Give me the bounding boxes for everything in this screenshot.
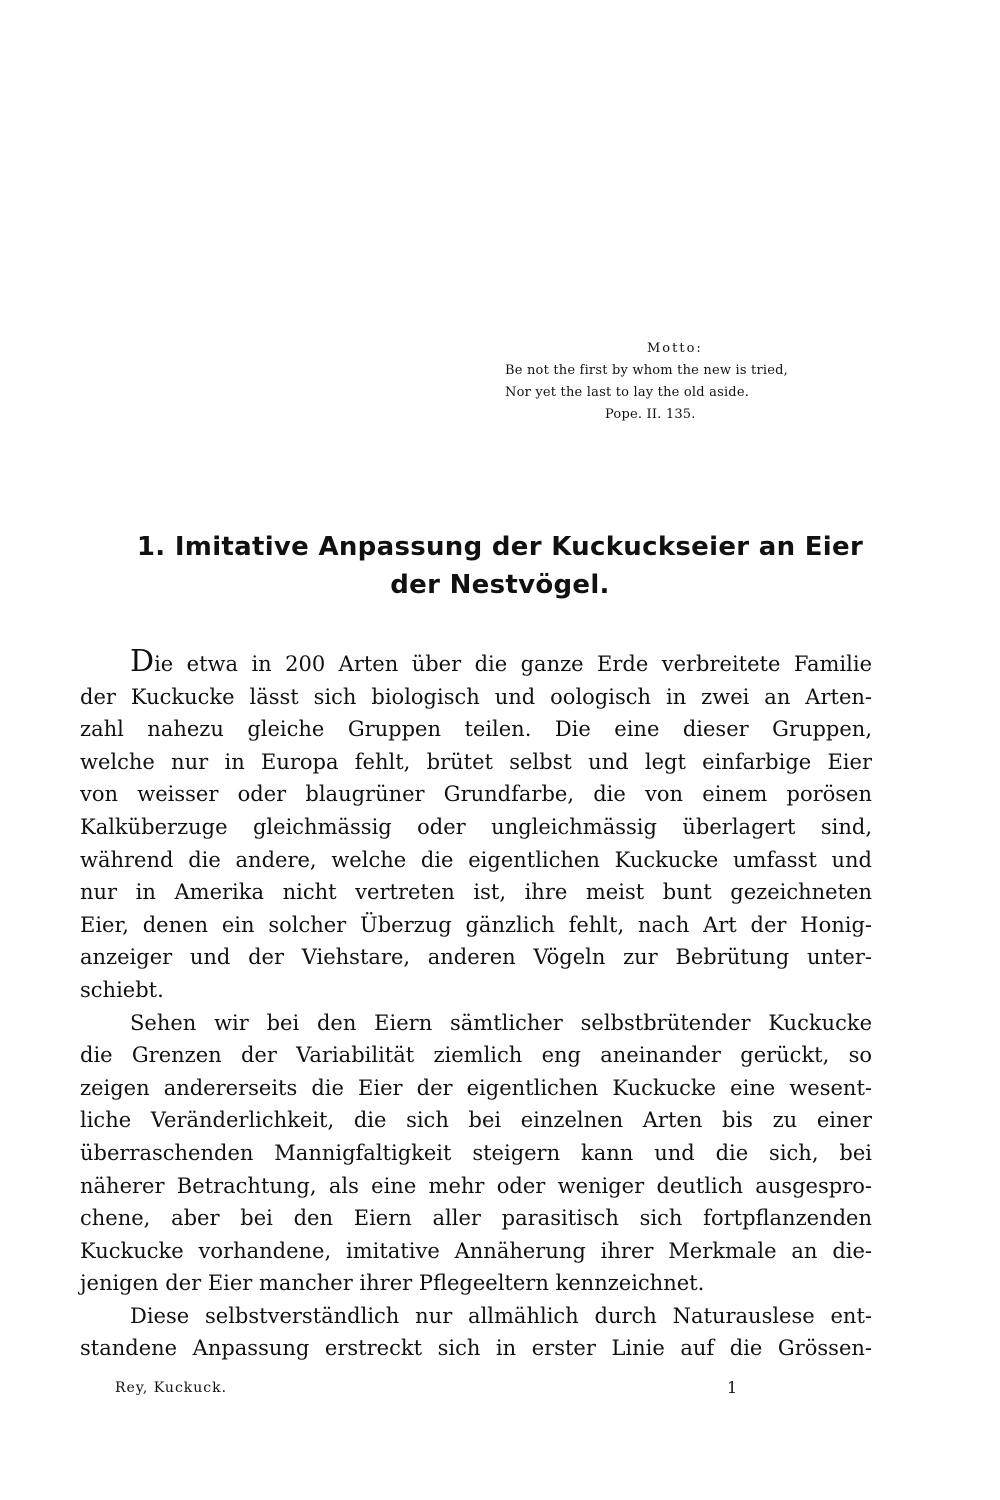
text-line-content: ie etwa in 200 Arten über die ganze Erde verbreitete Familie [154,652,872,676]
text-line [80,644,872,681]
motto-block [505,338,875,426]
text-line: schiebt. [80,977,164,1002]
text-line: jenigen der Eier mancher ihrer Pflegeeltern kennzeichnet. [80,1271,705,1296]
text-line: nur in Amerika nicht vertreten ist, ihre meist bunt gezeichneten [80,880,872,905]
paragraph-1 [80,644,872,1007]
text-line: Diese selbstverständlich nur allmählich durch Naturauslese ent- [130,1303,872,1328]
body-text [80,644,872,1365]
text-line: näherer Betrachtung, als eine mehr oder weniger deutlich ausgespro- [80,1173,872,1198]
drop-cap: D [130,644,155,679]
text-line: Eier, denen ein solcher Überzug gänzlich fehlt, nach Art der Honig- [80,912,872,937]
text-line: die Grenzen der Variabilität ziemlich eng aneinander gerückt, so [80,1043,872,1068]
motto-source: Pope. II. 135. [605,407,696,422]
section-heading [80,528,920,604]
motto-line-1: Be not the first by whom the new is tried, [505,363,789,378]
text-line: chene, aber bei den Eiern aller parasitisch sich fortpflanzenden [80,1206,872,1231]
text-line: Sehen wir bei den Eiern sämtlicher selbstbrütender Kuckucke [130,1010,872,1035]
text-line: Kuckucke vorhandene, imitative Annäherung ihrer Merkmale an die- [80,1238,872,1263]
text-line: überraschenden Mannigfaltigkeit steigern kann und die sich, bei [80,1140,872,1165]
motto-line-2: Nor yet the last to lay the old aside. [505,385,750,400]
text-line: anzeiger und der Viehstare, anderen Vögeln zur Bebrütung unter- [80,945,872,970]
running-head: Rey, Kuckuck. [115,1380,228,1396]
text-line: zahl nahezu gleiche Gruppen teilen. Die eine dieser Gruppen, [80,717,872,742]
text-line: standene Anpassung erstreckt sich in erster Linie auf die Grössen- [80,1336,872,1361]
paragraph-3 [80,1300,872,1365]
motto-label: Motto: [647,341,703,356]
text-line: welche nur in Europa fehlt, brütet selbst und legt einfarbige Eier [80,749,872,774]
text-line: der Kuckucke lässt sich biologisch und oologisch in zwei an Arten- [80,684,872,709]
heading-line-2: der Nestvögel. [390,570,610,600]
page-number: 1 [727,1378,738,1397]
heading-line-1: 1. Imitative Anpassung der Kuckuckseier an Eier [136,532,864,562]
text-line: während die andere, welche die eigentlichen Kuckucke umfasst und [80,847,872,872]
paragraph-2 [80,1007,872,1300]
text-line: liche Veränderlichkeit, die sich bei einzelnen Arten bis zu einer [80,1108,872,1133]
text-line: zeigen andererseits die Eier der eigentlichen Kuckucke eine wesent- [80,1075,872,1100]
text-line: von weisser oder blaugrüner Grundfarbe, die von einem porösen [80,782,872,807]
text-line: Kalküberzuge gleichmässig oder ungleichmässig überlagert sind, [80,814,872,839]
